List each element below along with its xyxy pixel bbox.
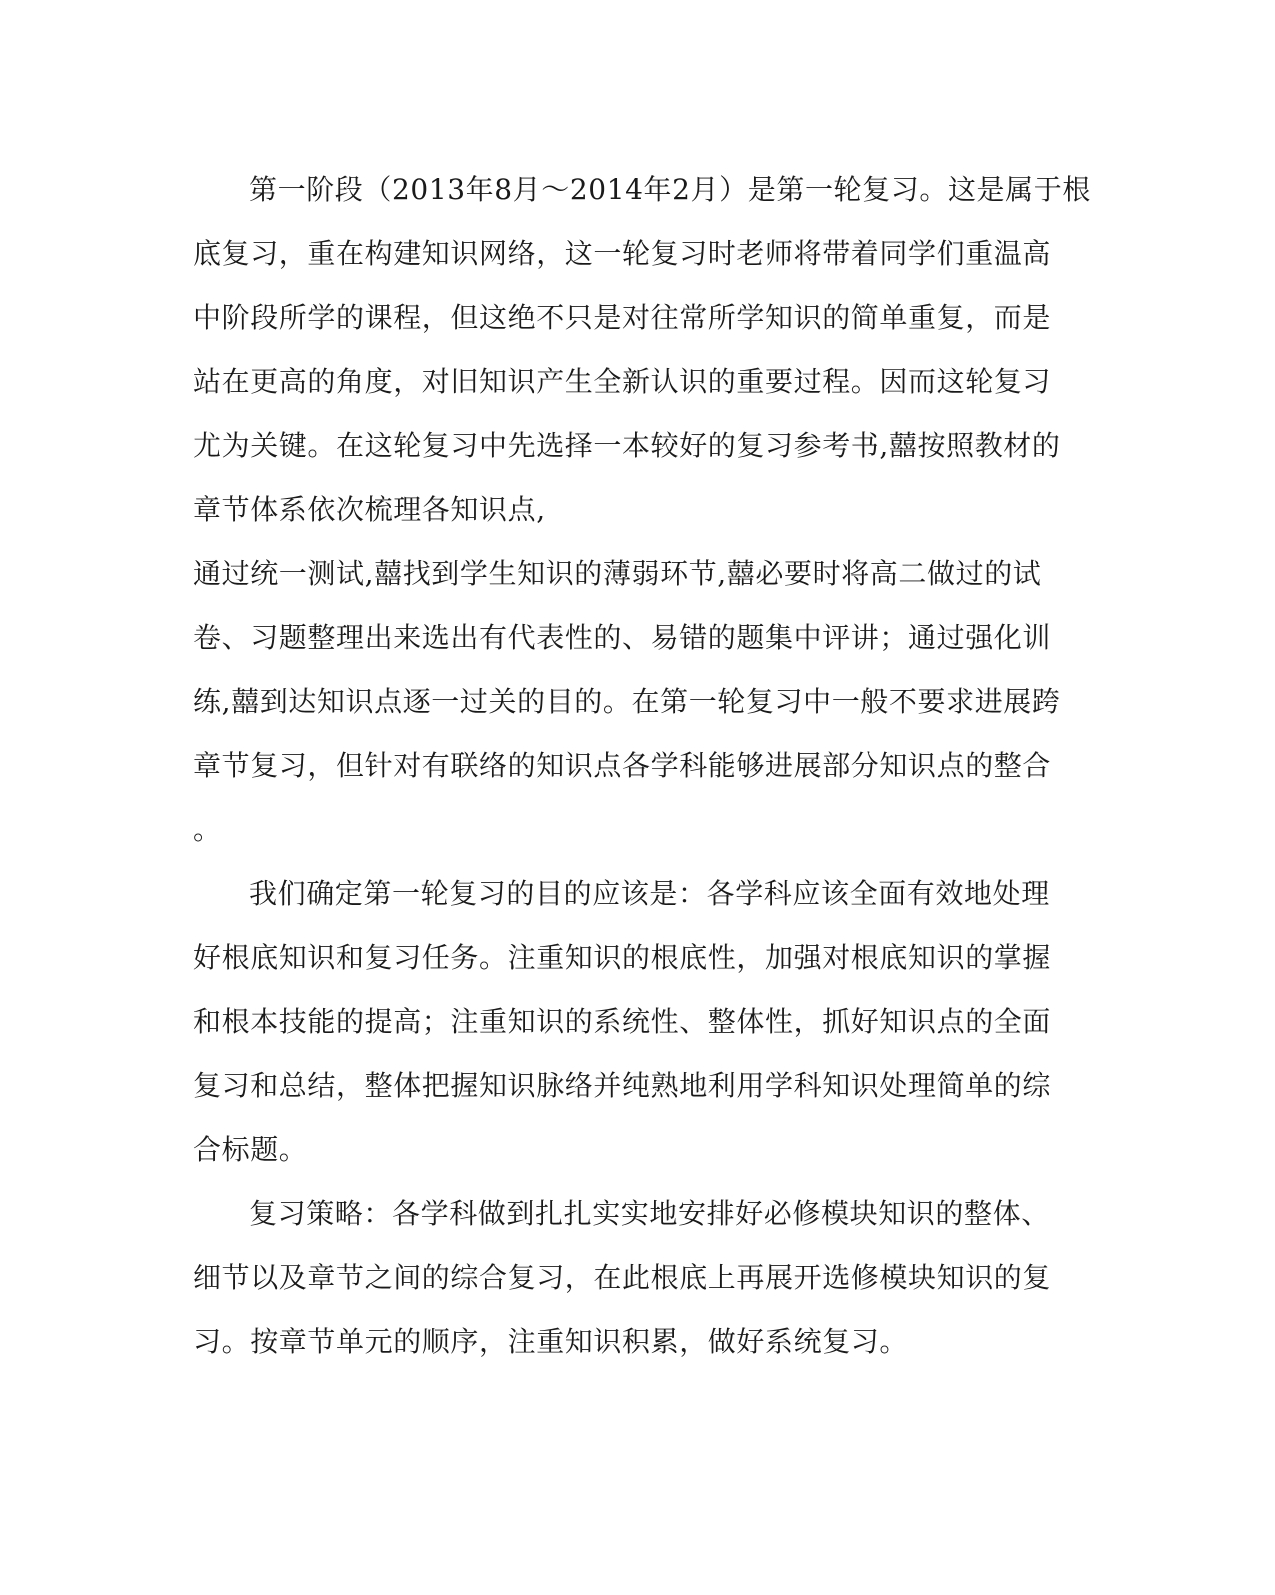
paragraph-1-line-2: 底复习，重在构建知识网络，这一轮复习时老师将带着同学们重温高 <box>193 237 1052 270</box>
paragraph-2-line-5: 合标题。 <box>193 1133 308 1166</box>
paragraph-1-line-7: 通过统一测试,囍找到学生知识的薄弱环节,囍必要时将高二做过的试 <box>193 557 1042 590</box>
paragraph-2-line-1: 我们确定第一轮复习的目的应该是：各学科应该全面有效地处理 <box>249 877 1050 910</box>
paragraph-1-line-5: 尤为关键。在这轮复习中先选择一本较好的复习参考书,囍按照教材的 <box>193 429 1061 462</box>
paragraph-2-line-2: 好根底知识和复习任务。注重知识的根底性，加强对根底知识的掌握 <box>193 941 1052 974</box>
paragraph-1-line-8: 卷、习题整理出来选出有代表性的、易错的题集中评讲；通过强化训 <box>193 621 1052 654</box>
paragraph-2-line-4: 复习和总结，整体把握知识脉络并纯熟地利用学科知识处理简单的综 <box>193 1069 1052 1102</box>
paragraph-1-line-3: 中阶段所学的课程，但这绝不只是对往常所学知识的简单重复，而是 <box>193 301 1052 334</box>
paragraph-1-line-4: 站在更高的角度，对旧知识产生全新认识的重要过程。因而这轮复习 <box>193 365 1052 398</box>
paragraph-2-line-3: 和根本技能的提高；注重知识的系统性、整体性，抓好知识点的全面 <box>193 1005 1052 1038</box>
paragraph-3-line-1: 复习策略：各学科做到扎扎实实地安排好必修模块知识的整体、 <box>249 1197 1050 1230</box>
paragraph-3-line-2: 细节以及章节之间的综合复习，在此根底上再展开选修模块知识的复 <box>193 1261 1052 1294</box>
paragraph-1-line-10: 章节复习，但针对有联络的知识点各学科能够进展部分知识点的整合 <box>193 749 1052 782</box>
paragraph-1-line-9: 练,囍到达知识点逐一过关的目的。在第一轮复习中一般不要求进展跨 <box>193 685 1061 718</box>
paragraph-1-line-6: 章节体系依次梳理各知识点, <box>193 493 546 526</box>
paragraph-1-line-1: 第一阶段（2013年8月～2014年2月）是第一轮复习。这是属于根 <box>249 173 1091 206</box>
paragraph-1-line-11: 。 <box>193 813 222 846</box>
paragraph-3-line-3: 习。按章节单元的顺序，注重知识积累，做好系统复习。 <box>193 1325 909 1358</box>
